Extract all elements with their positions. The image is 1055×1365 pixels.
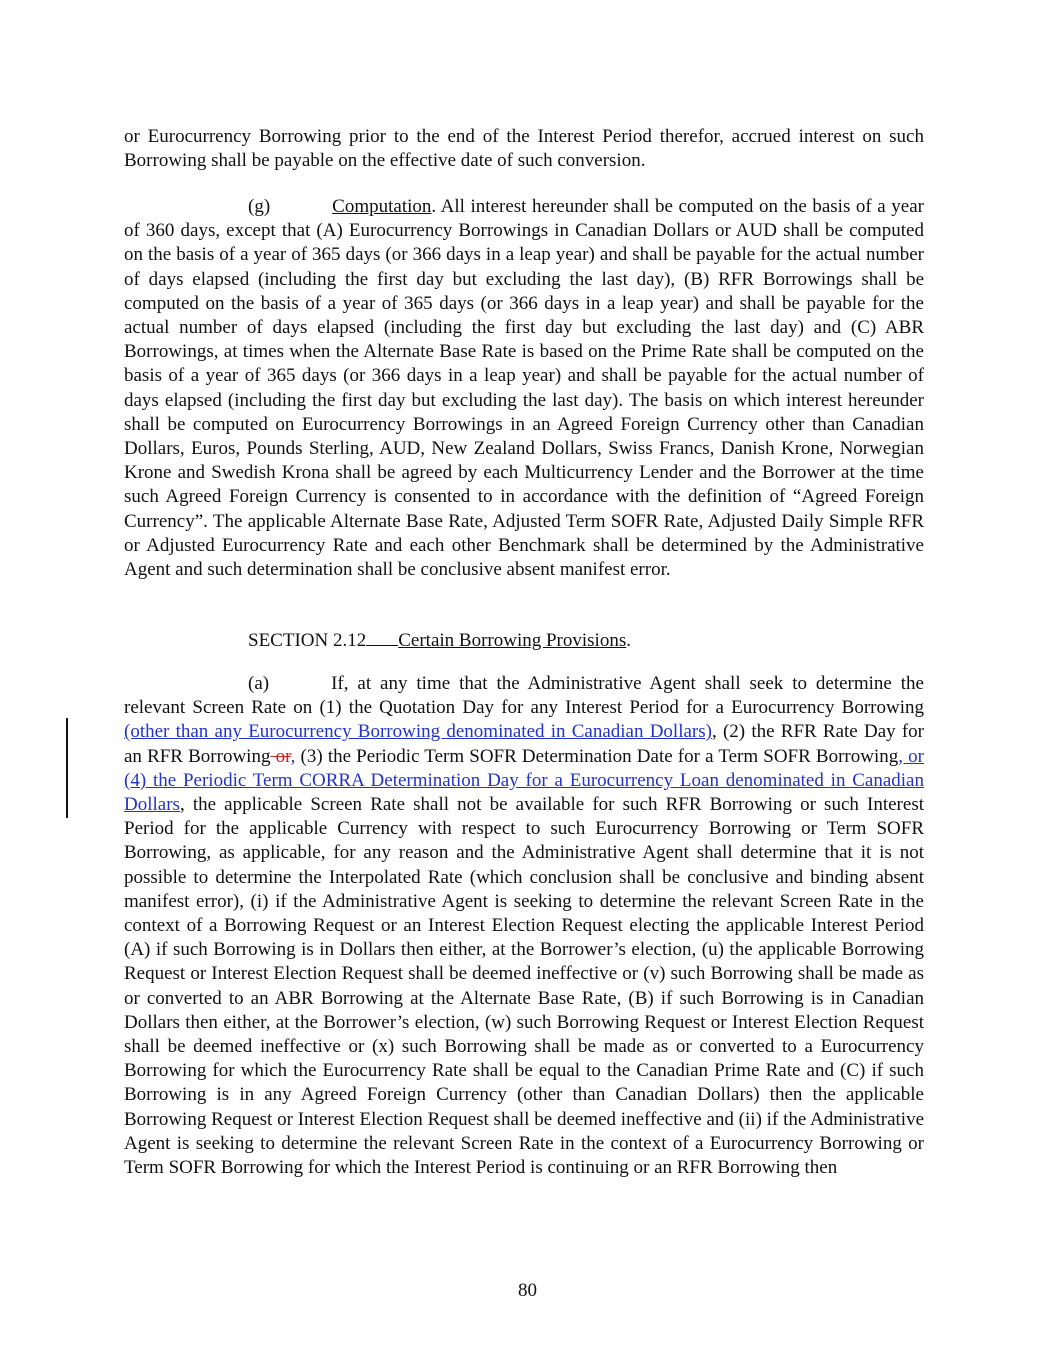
clause-text: (3) the Periodic Term SOFR Determination Date for a Term SOFR Borrowing — [295, 745, 899, 767]
page-number: 80 — [518, 1280, 537, 1301]
clause-label: (a) — [248, 673, 270, 694]
inserted-text: (other than any Eurocurrency Borrowing denominated in Canadian Dollars) — [124, 721, 712, 743]
paragraph-continuation: or Eurocurrency Borrowing prior to the end of the Interest Period therefor, accrued interest on such Borrowing shall be payable on the effective date of such conversion. — [124, 126, 924, 172]
clause-text: , the applicable Screen Rate shall not be available for such RFR Borrowing or such Interest Period for the applicable Currency with respect to such Eurocurrency Borrowing or Term SOFR Borrowing, as applicable, for any reason and the Administrative Agent shall determine that it is not possible to determine the Interpolated Rate (which conclusion shall be conclusive and binding absent manifest error), (i) if the Administrative Agent is seeking to determine the relevant Screen Rate in the context of a Borrowing Request or an Interest Election Request electing the applicable Interest Period (A) if such Borrowing is in Dollars then either, at the Borrower’s election, (u) the applicable Borrowing Request or Interest Election Request shall be deemed ineffective or (v) such Borrowing shall be made as or converted to an ABR Borrowing at the Alternate Base Rate, (B) if such Borrowing is in Canadian Dollars then either, at the Borrower’s election, (w) such Borrowing Request or Interest Election Request shall be deemed ineffective or (x) such Borrowing shall be made as or converted to a Eurocurrency Borrowing for which the Eurocurrency Rate shall be equal to the Canadian Prime Rate and (C) if such Borrowing is in any Agreed Foreign Currency (other than Canadian Dollars) then the applicable Borrowing Request or Interest Election Request shall be deemed ineffective and (ii) if the Administrative Agent is seeking to determine the relevant Screen Rate in the context of a Eurocurrency Borrowing or Term SOFR Borrowing for which the Interest Period is continuing or an RFR Borrowing then — [124, 794, 924, 1179]
section-title: Certain Borrowing Provisions — [398, 630, 627, 651]
deleted-text: or — [270, 745, 291, 767]
section-heading — [248, 626, 631, 653]
clause-title: Computation — [332, 196, 432, 217]
clause-body: . All interest hereunder shall be computed on the basis of a year of 360 days, except that (A) Eurocurrency Borrowings in Canadian Dollars or AUD shall be computed on the basis of a year of 365 days (or 366 days in a leap year) and shall be payable for the actual number of days elapsed (including the first day but excluding the last day), (B) RFR Borrowings shall be computed on the basis of a year of 365 days (or 366 days in a leap year) and shall be payable for the actual number of days elapsed (including the first day but excluding the last day) and (C) ABR Borrowings, at times when the Alternate Base Rate is based on the Prime Rate shall be computed on the basis of a year of 365 days (or 366 days in a leap year) and shall be payable for the actual number of days elapsed (including the first day but excluding the last day). The basis on which interest hereunder shall be computed on Eurocurrency Borrowings in an Agreed Foreign Currency other than Canadian Dollars, Euros, Pounds Sterling, AUD, New Zealand Dollars, Swiss Francs, Danish Krone, Norwegian Krone and Swedish Krona shall be agreed by each Multicurrency Lender and the Borrower at the time such Agreed Foreign Currency is consented to in accordance with the definition of “Agreed Foreign Currency”. The applicable Alternate Base Rate, Adjusted Term SOFR Rate, Adjusted Daily Simple RFR or Adjusted Eurocurrency Rate and each other Benchmark shall be determined by the Administrative Agent and such determination shall be conclusive absent manifest error. — [124, 196, 924, 581]
section-title-period: . — [626, 630, 631, 651]
clause-text: If, at any time that the Administrative Agent shall seek to determine the relevant Screen Rate on (1) the Quotation Day for any Interest Period for a Eurocurrency Borrowing — [124, 673, 924, 719]
inserted-text: , — [290, 745, 296, 767]
paragraph-g-computation — [124, 195, 924, 582]
paragraph-a — [124, 672, 924, 1180]
clause-text: , (2) the RFR Rate Day for an RFR Borrowing — [124, 721, 925, 767]
section-number: SECTION 2.12 — [248, 630, 367, 651]
clause-label: (g) — [248, 196, 271, 217]
change-bar — [66, 718, 68, 818]
inserted-text: , or (4) the Periodic Term CORRA Determination Day for a Eurocurrency Loan denominated in Canadian Dollars — [124, 745, 924, 816]
